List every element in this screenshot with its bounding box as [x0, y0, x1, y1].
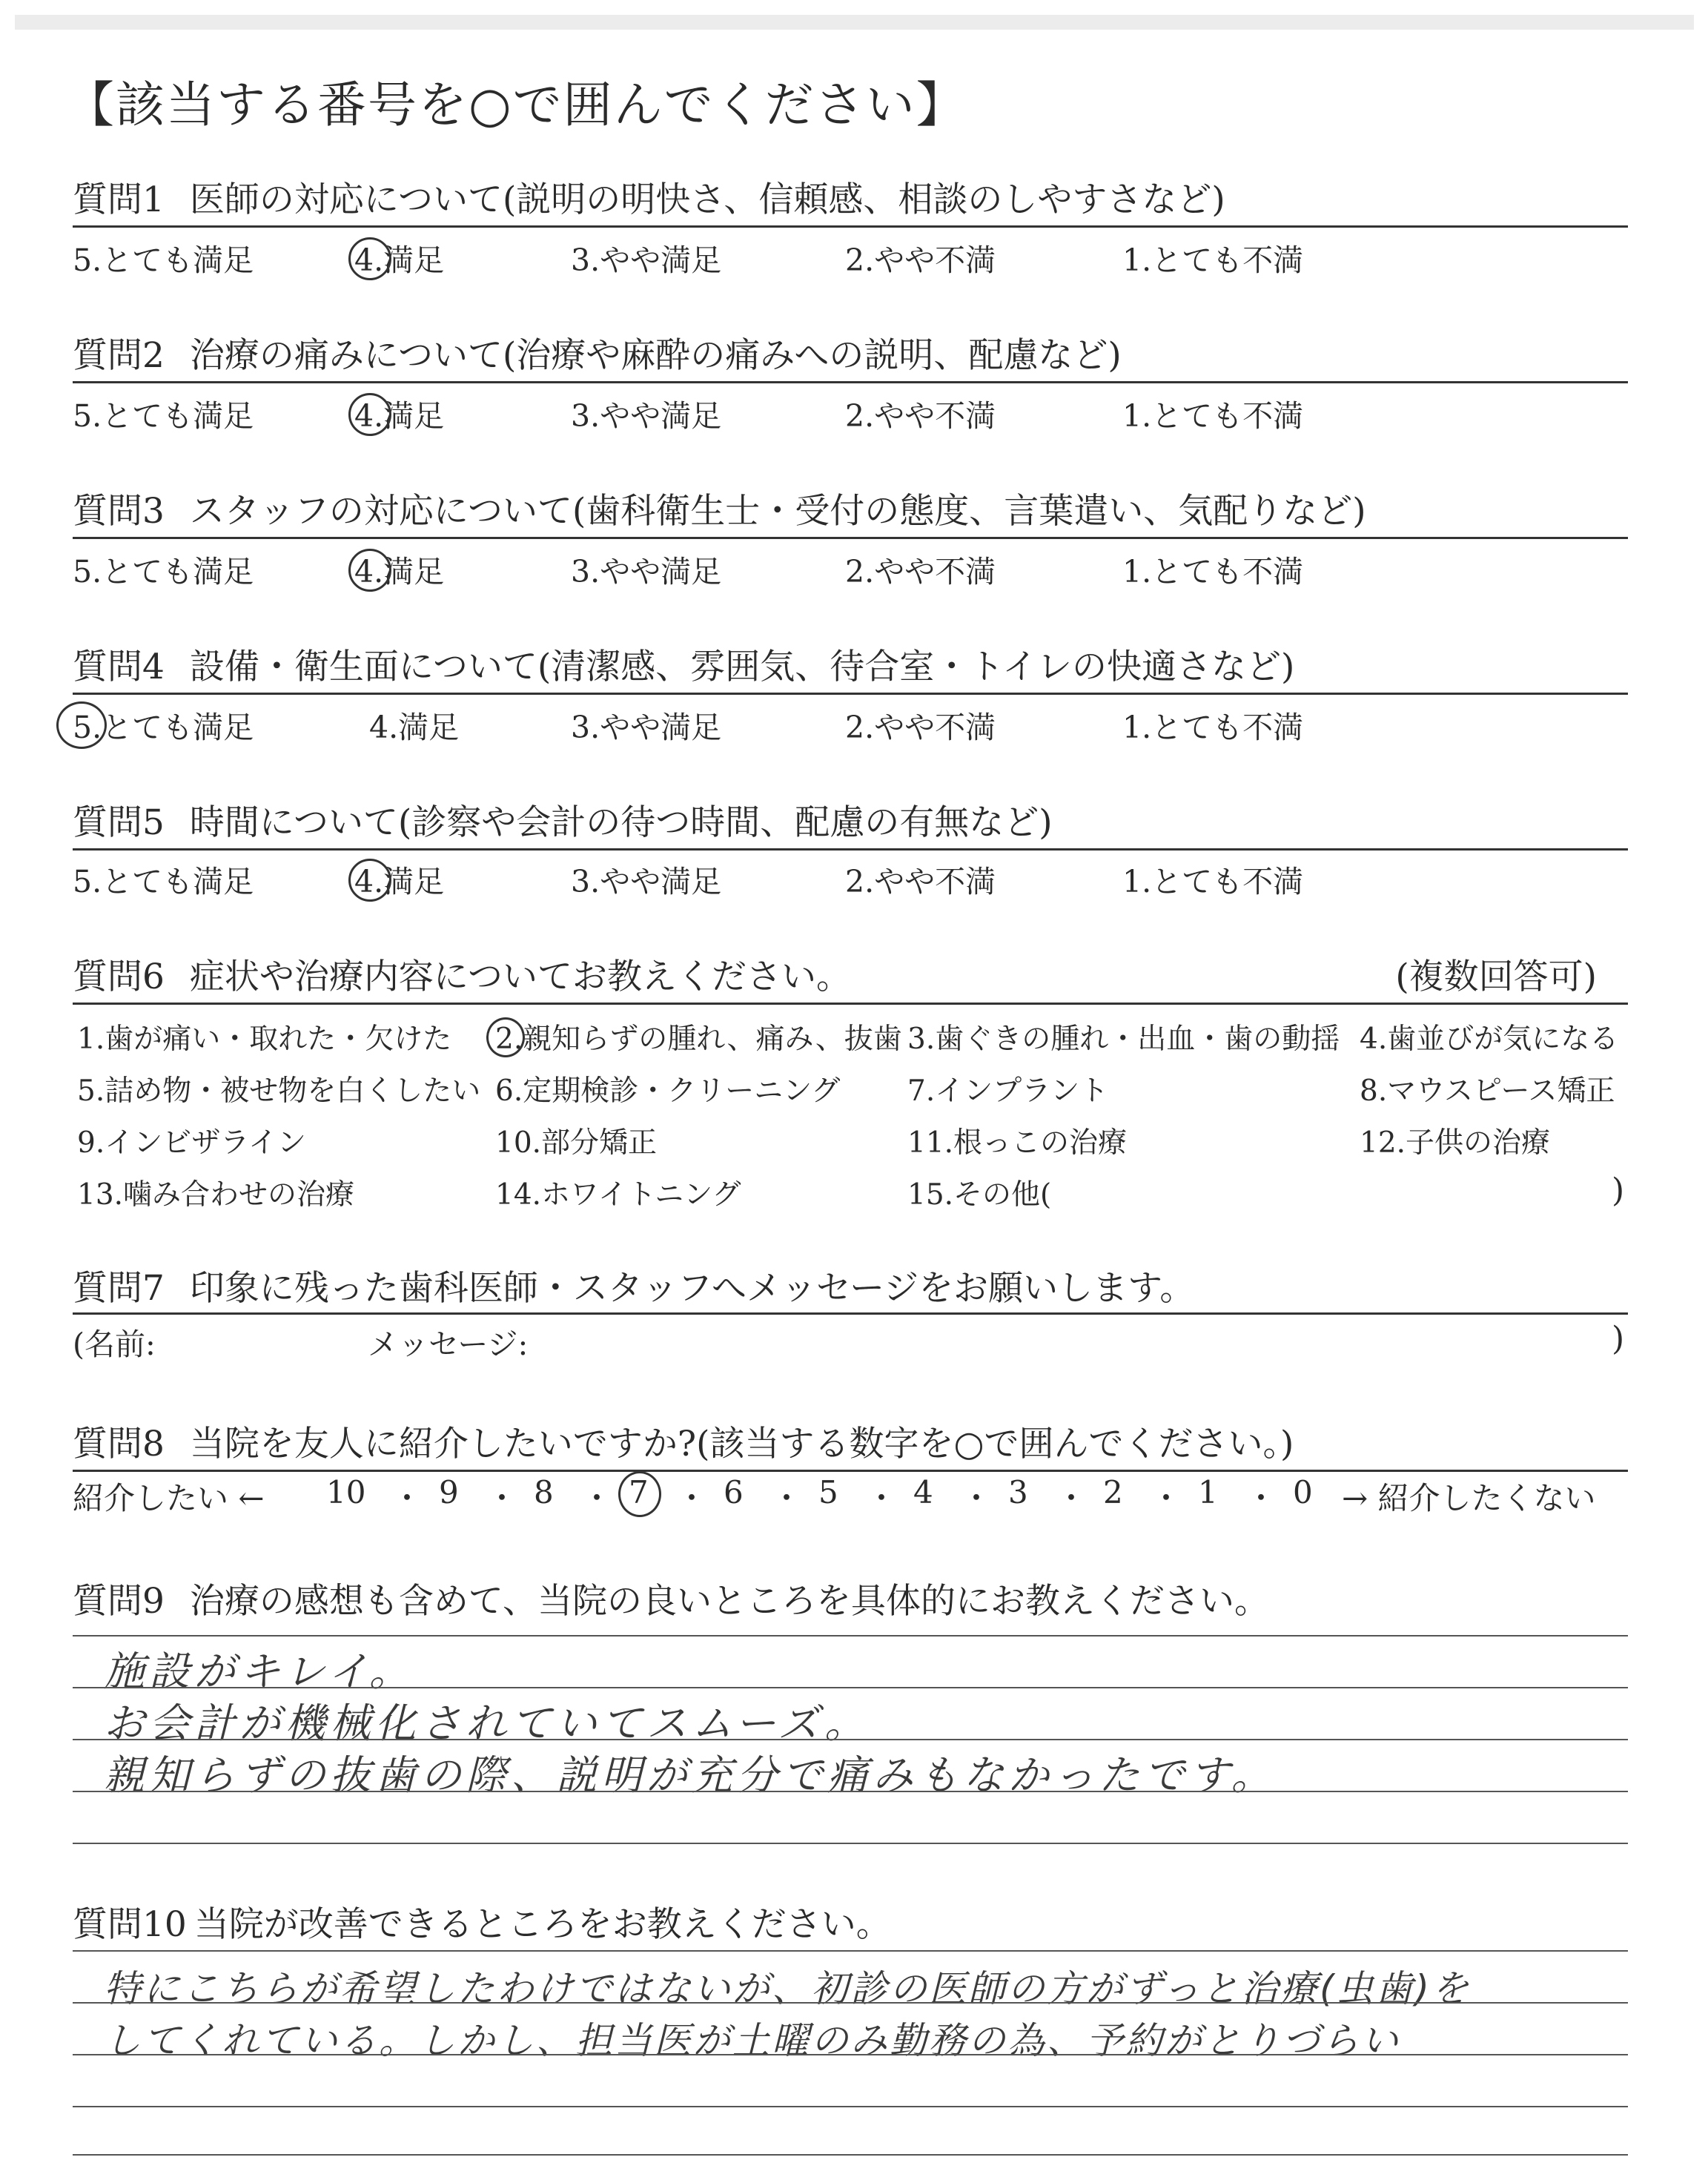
q8-right-label: → 紹介したくない: [1342, 1480, 1596, 1516]
q8-title: [73, 1416, 1294, 1466]
q6-selection-circle: [486, 1017, 525, 1057]
q1-number: 質問1: [73, 179, 165, 220]
q7-name-label[interactable]: (名前:: [73, 1327, 156, 1362]
q9-writing-line: [73, 1739, 1628, 1740]
q10-text: 当院が改善できるところをお教えください。: [193, 1904, 891, 1945]
q5-option-3[interactable]: 3.やや満足: [571, 864, 722, 899]
q6-multiple-answer-note: (複数回答可): [1395, 957, 1597, 997]
q8-dot: ・: [1056, 1480, 1088, 1516]
q5-option-4[interactable]: 4.満足: [354, 864, 445, 899]
q8-dot: ・: [391, 1480, 423, 1516]
q8-scale-10[interactable]: 10: [326, 1474, 366, 1510]
q10-answer-line-2: してくれている。しかし、担当医が土曜のみ勤務の為、予約がとりづらい: [104, 2019, 1400, 2062]
q6-option-6[interactable]: 6.定期検診・クリーニング: [495, 1074, 841, 1108]
q1-option-4[interactable]: 4.満足: [354, 242, 445, 278]
q9-writing-line: [73, 1791, 1628, 1792]
q3-title: [73, 483, 1366, 533]
q8-dot: ・: [676, 1480, 708, 1516]
q1-text: 医師の対応について(説明の明快さ、信頼感、相談のしやすさなど): [189, 179, 1225, 220]
q4-text: 設備・衛生面について(清潔感、雰囲気、待合室・トイレの快適さなど): [189, 647, 1295, 687]
q10-writing-line: [73, 2054, 1628, 2055]
q8-scale-4[interactable]: 4: [913, 1474, 933, 1510]
q3-option-4[interactable]: 4.満足: [354, 554, 445, 589]
q4-rule: [73, 693, 1628, 695]
q10-writing-line: [73, 2002, 1628, 2004]
q1-title: [73, 172, 1225, 222]
q2-selection-circle: [348, 393, 391, 436]
scan-top-band: [15, 15, 1694, 30]
q1-option-2[interactable]: 2.やや不満: [845, 242, 996, 278]
q9-writing-line: [73, 1635, 1628, 1636]
q10-answer-line-1: 特にこちらが希望したわけではないが、初診の医師の方がずっと治療(虫歯)を: [104, 1967, 1472, 2010]
q5-title: [73, 795, 1053, 845]
q7-close-paren: ): [1612, 1320, 1625, 1358]
q9-number: 質問9: [73, 1581, 165, 1622]
q8-scale-8[interactable]: 8: [534, 1474, 554, 1510]
q7-title: [73, 1261, 1194, 1310]
q2-rule: [73, 381, 1628, 383]
q4-number: 質問4: [73, 647, 165, 687]
q2-option-4[interactable]: 4.満足: [354, 398, 445, 434]
q8-scale-7[interactable]: 7: [629, 1474, 649, 1510]
q8-scale-9[interactable]: 9: [439, 1474, 459, 1510]
q9-answer-line-3: 親知らずの抜歯の際、説明が充分で痛みもなかったです。: [104, 1751, 1277, 1799]
q6-option-3[interactable]: 3.歯ぐきの腫れ・出血・歯の動揺: [907, 1023, 1340, 1056]
q9-title: [73, 1573, 1269, 1623]
page-heading: 【該当する番号を○で囲んでください】: [65, 76, 967, 133]
q3-selection-circle: [348, 549, 391, 592]
q6-text: 症状や治療内容についてお教えください。: [189, 957, 851, 997]
q5-text: 時間について(診察や会計の待つ時間、配慮の有無など): [189, 802, 1053, 843]
q4-option-4[interactable]: 4.満足: [369, 710, 460, 745]
q8-dot: ・: [771, 1480, 803, 1516]
q7-message-label[interactable]: メッセージ:: [368, 1327, 529, 1362]
q6-number: 質問6: [73, 957, 165, 997]
q10-writing-line: [73, 2154, 1628, 2156]
q3-option-1[interactable]: 1.とても不満: [1122, 554, 1304, 589]
q10-writing-line: [73, 1950, 1628, 1952]
q8-dot: ・: [486, 1480, 518, 1516]
q8-number: 質問8: [73, 1424, 165, 1464]
q6-title: [73, 949, 851, 999]
q8-scale-5[interactable]: 5: [818, 1474, 838, 1510]
q9-writing-line: [73, 1687, 1628, 1688]
q1-rule: [73, 225, 1628, 228]
q6-option-9[interactable]: 9.インビザライン: [77, 1126, 307, 1160]
q6-rule: [73, 1003, 1628, 1005]
q1-option-3[interactable]: 3.やや満足: [571, 242, 722, 278]
q5-option-2[interactable]: 2.やや不満: [845, 864, 996, 899]
q8-rule: [73, 1470, 1628, 1472]
q7-number: 質問7: [73, 1268, 165, 1309]
q8-selection-circle: [618, 1471, 661, 1517]
q8-dot: ・: [1245, 1480, 1277, 1516]
q2-option-1[interactable]: 1.とても不満: [1122, 398, 1304, 434]
q5-option-1[interactable]: 1.とても不満: [1122, 864, 1304, 899]
q6-option-13[interactable]: 13.噛み合わせの治療: [77, 1178, 355, 1212]
q2-option-3[interactable]: 3.やや満足: [571, 398, 722, 434]
q8-dot: ・: [866, 1480, 898, 1516]
q3-option-2[interactable]: 2.やや不満: [845, 554, 996, 589]
q6-option-4[interactable]: 4.歯並びが気になる: [1360, 1023, 1619, 1056]
q10-title: [73, 1897, 891, 1946]
q8-left-label: 紹介したい ←: [73, 1480, 265, 1516]
q6-option-8[interactable]: 8.マウスピース矯正: [1360, 1074, 1615, 1108]
q8-scale-1[interactable]: 1: [1198, 1474, 1218, 1510]
q7-text: 印象に残った歯科医師・スタッフへメッセージをお願いします。: [189, 1268, 1195, 1309]
q2-title: [73, 328, 1122, 377]
q3-rule: [73, 537, 1628, 539]
q2-number: 質問2: [73, 335, 165, 376]
q6-option-11[interactable]: 11.根っこの治療: [907, 1126, 1128, 1160]
q5-rule: [73, 848, 1628, 851]
q4-title: [73, 639, 1294, 689]
q2-option-5[interactable]: 5.とても満足: [73, 398, 254, 434]
q6-option-14[interactable]: 14.ホワイトニング: [495, 1178, 741, 1212]
q3-option-5[interactable]: 5.とても満足: [73, 554, 254, 589]
q8-scale-0[interactable]: 0: [1293, 1474, 1313, 1510]
q9-answer-line-1: 施設がキレイ。: [104, 1648, 414, 1695]
q6-option-2[interactable]: 2.親知らずの腫れ、痛み、抜歯: [495, 1023, 902, 1056]
q8-dot: ・: [1151, 1480, 1182, 1516]
q4-option-5[interactable]: 5.とても満足: [73, 710, 254, 745]
q10-number: 質問10: [73, 1904, 187, 1945]
q6-other-close-paren: ): [1612, 1172, 1625, 1209]
q8-scale-6[interactable]: 6: [724, 1474, 744, 1510]
q8-scale-2[interactable]: 2: [1103, 1474, 1123, 1510]
q6-option-7[interactable]: 7.インプラント: [907, 1074, 1109, 1108]
q1-option-5[interactable]: 5.とても満足: [73, 242, 254, 278]
q8-scale-3[interactable]: 3: [1008, 1474, 1028, 1510]
q9-writing-line: [73, 1843, 1628, 1844]
q3-text: スタッフの対応について(歯科衛生士・受付の態度、言葉遣い、気配りなど): [189, 491, 1366, 532]
q1-selection-circle: [348, 237, 391, 280]
q10-writing-line: [73, 2106, 1628, 2107]
q6-option-5[interactable]: 5.詰め物・被せ物を白くしたい: [77, 1074, 481, 1108]
q4-option-2[interactable]: 2.やや不満: [845, 710, 996, 745]
q6-option-10[interactable]: 10.部分矯正: [495, 1126, 658, 1160]
q4-option-1[interactable]: 1.とても不満: [1122, 710, 1304, 745]
q7-rule: [73, 1312, 1628, 1315]
q8-text: 当院を友人に紹介したいですか?(該当する数字を○で囲んでください。): [189, 1424, 1294, 1464]
q2-text: 治療の痛みについて(治療や麻酔の痛みへの説明、配慮など): [189, 335, 1122, 376]
q1-option-1[interactable]: 1.とても不満: [1122, 242, 1304, 278]
q6-option-1[interactable]: 1.歯が痛い・取れた・欠けた: [77, 1023, 452, 1056]
q6-option-12[interactable]: 12.子供の治療: [1360, 1126, 1551, 1160]
q3-option-3[interactable]: 3.やや満足: [571, 554, 722, 589]
q3-number: 質問3: [73, 491, 165, 532]
q2-option-2[interactable]: 2.やや不満: [845, 398, 996, 434]
q6-option-15[interactable]: 15.その他(: [907, 1178, 1052, 1212]
q4-selection-circle: [56, 701, 107, 749]
q5-number: 質問5: [73, 802, 165, 843]
q9-text: 治療の感想も含めて、当院の良いところを具体的にお教えください。: [189, 1581, 1269, 1622]
q5-selection-circle: [348, 859, 391, 902]
q9-answer-line-2: お会計が機械化されていてスムーズ。: [104, 1700, 870, 1747]
q5-option-5[interactable]: 5.とても満足: [73, 864, 254, 899]
q4-option-3[interactable]: 3.やや満足: [571, 710, 722, 745]
q8-dot: ・: [581, 1480, 613, 1516]
q8-dot: ・: [961, 1480, 993, 1516]
